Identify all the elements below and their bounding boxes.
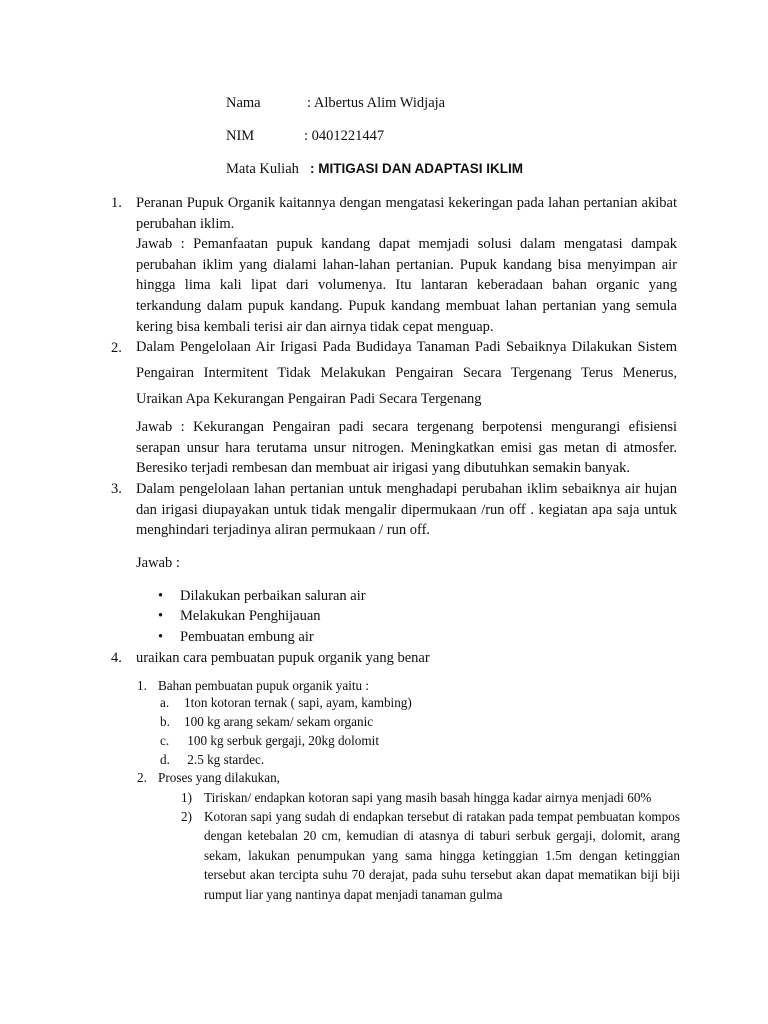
material-letter: c. (160, 733, 170, 748)
q4-number: 4. (111, 650, 122, 666)
nama-label: Nama (226, 95, 261, 111)
step-number: 1) (181, 790, 192, 805)
material-letter: a. (160, 695, 170, 710)
q2-answer: Jawab : Kekurangan Pengairan padi secara tergenang berpotensi mengurangi efisiensi serapan unsur hara terutama unsur nitrogen. Meningkatkan emisi gas metan di atmosfer. Beresiko terjadi rembesan dan membuat air irigasi yang dibutuhkan semakin banyak. (136, 419, 677, 477)
material-letter: d. (160, 752, 170, 767)
step-text: Tiriskan/ endapkan kotoran sapi yang masih basah hingga kadar airnya menjadi 60% (204, 790, 652, 805)
bullet-dot-icon: • (158, 588, 164, 604)
mk-value: : MITIGASI DAN ADAPTASI IKLIM (310, 161, 523, 176)
material-letter: b. (160, 714, 170, 729)
q1-answer: Jawab : Pemanfaatan pupuk kandang dapat memjadi solusi dalam mengatasi dampak perubahan iklim yang dialami lahan-lahan pertanian. Pupuk kandang bisa menyimpan air hingga lima kali lipat dari volumenya. Itu lantaran keberadaan bahan organic yang terkandung dalam pupuk kandang. Pupuk kandang membuat lahan pertanian yang semula kering bisa kembali terisi air dan airnya tidak cepat menguap. (136, 236, 677, 335)
material-item: 2.5 kg stardec. (184, 752, 265, 767)
bullet-dot-icon: • (158, 629, 164, 645)
q2-number: 2. (111, 340, 122, 356)
q2-question: Dalam Pengelolaan Air Irigasi Pada Budidaya Tanaman Padi Sebaiknya Dilakukan Sistem Pengairan Intermitent Tidak Melakukan Pengairan Secara Tergenang Terus Menerus, Uraikan Apa Kekurangan Pengairan Padi Secara Tergenang (136, 339, 677, 407)
mk-label: Mata Kuliah (226, 161, 299, 177)
q3-bullet: • Pembuatan embung air (158, 627, 314, 648)
q4-sub2-text: Proses yang dilakukan, (158, 770, 280, 785)
nama-value: : Albertus Alim Widjaja (307, 95, 446, 111)
q1-question: Peranan Pupuk Organik kaitannya dengan mengatasi kekeringan pada lahan pertanian akibat perubahan iklim. (136, 195, 677, 232)
q4-question: uraikan cara pembuatan pupuk organik yang benar (136, 650, 430, 666)
material-item: 100 kg serbuk gergaji, 20kg dolomit (184, 733, 379, 748)
q4-sub1-number: 1. (137, 678, 147, 693)
step-text: Kotoran sapi yang sudah di endapkan tersebut di ratakan pada tempat pembuatan kompos dengan ketebalan 20 cm, kemudian di atasnya di taburi serbuk gergaji, dolomit, arang sekam, lakukan penumpukan yang sama hingga ketinggian 1.5m dengan ketinggian tersebut akan tercipta suhu 70 derajat, pada suhu tersebut akan dapat mematikan biji biji rumput liar yang nantinya dapat menjadi tanaman gulma (204, 809, 680, 902)
q3-bullet: • Dilakukan perbaikan saluran air (158, 586, 366, 607)
material-item: 1ton kotoran ternak ( sapi, ayam, kambing) (184, 695, 412, 710)
q4-sub2-number: 2. (137, 770, 147, 785)
nim-label: NIM (226, 128, 255, 144)
header-nim (226, 127, 384, 145)
q4-sub1-text: Bahan pembuatan pupuk organik yaitu : (158, 678, 370, 693)
q3-bullet: • Melakukan Penghijauan (158, 606, 321, 627)
nim-value: : 0401221447 (304, 128, 385, 144)
q1-number: 1. (111, 195, 122, 211)
q3-question: Dalam pengelolaan lahan pertanian untuk menghadapi perubahan iklim sebaiknya air hujan dan irigasi diupayakan untuk tidak mengalir dipermukaan /run off . kegiatan apa saja untuk menghindari terjadinya aliran permukaan / run off. (136, 481, 677, 539)
q1-block (136, 193, 677, 337)
header-mata-kuliah (226, 160, 523, 178)
step-number: 2) (181, 809, 192, 824)
bullet-dot-icon: • (158, 608, 164, 624)
q3-number: 3. (111, 481, 122, 497)
material-item: 100 kg arang sekam/ sekam organic (184, 714, 374, 729)
q3-answer-label: Jawab : (136, 555, 180, 571)
header-nama (226, 94, 445, 112)
